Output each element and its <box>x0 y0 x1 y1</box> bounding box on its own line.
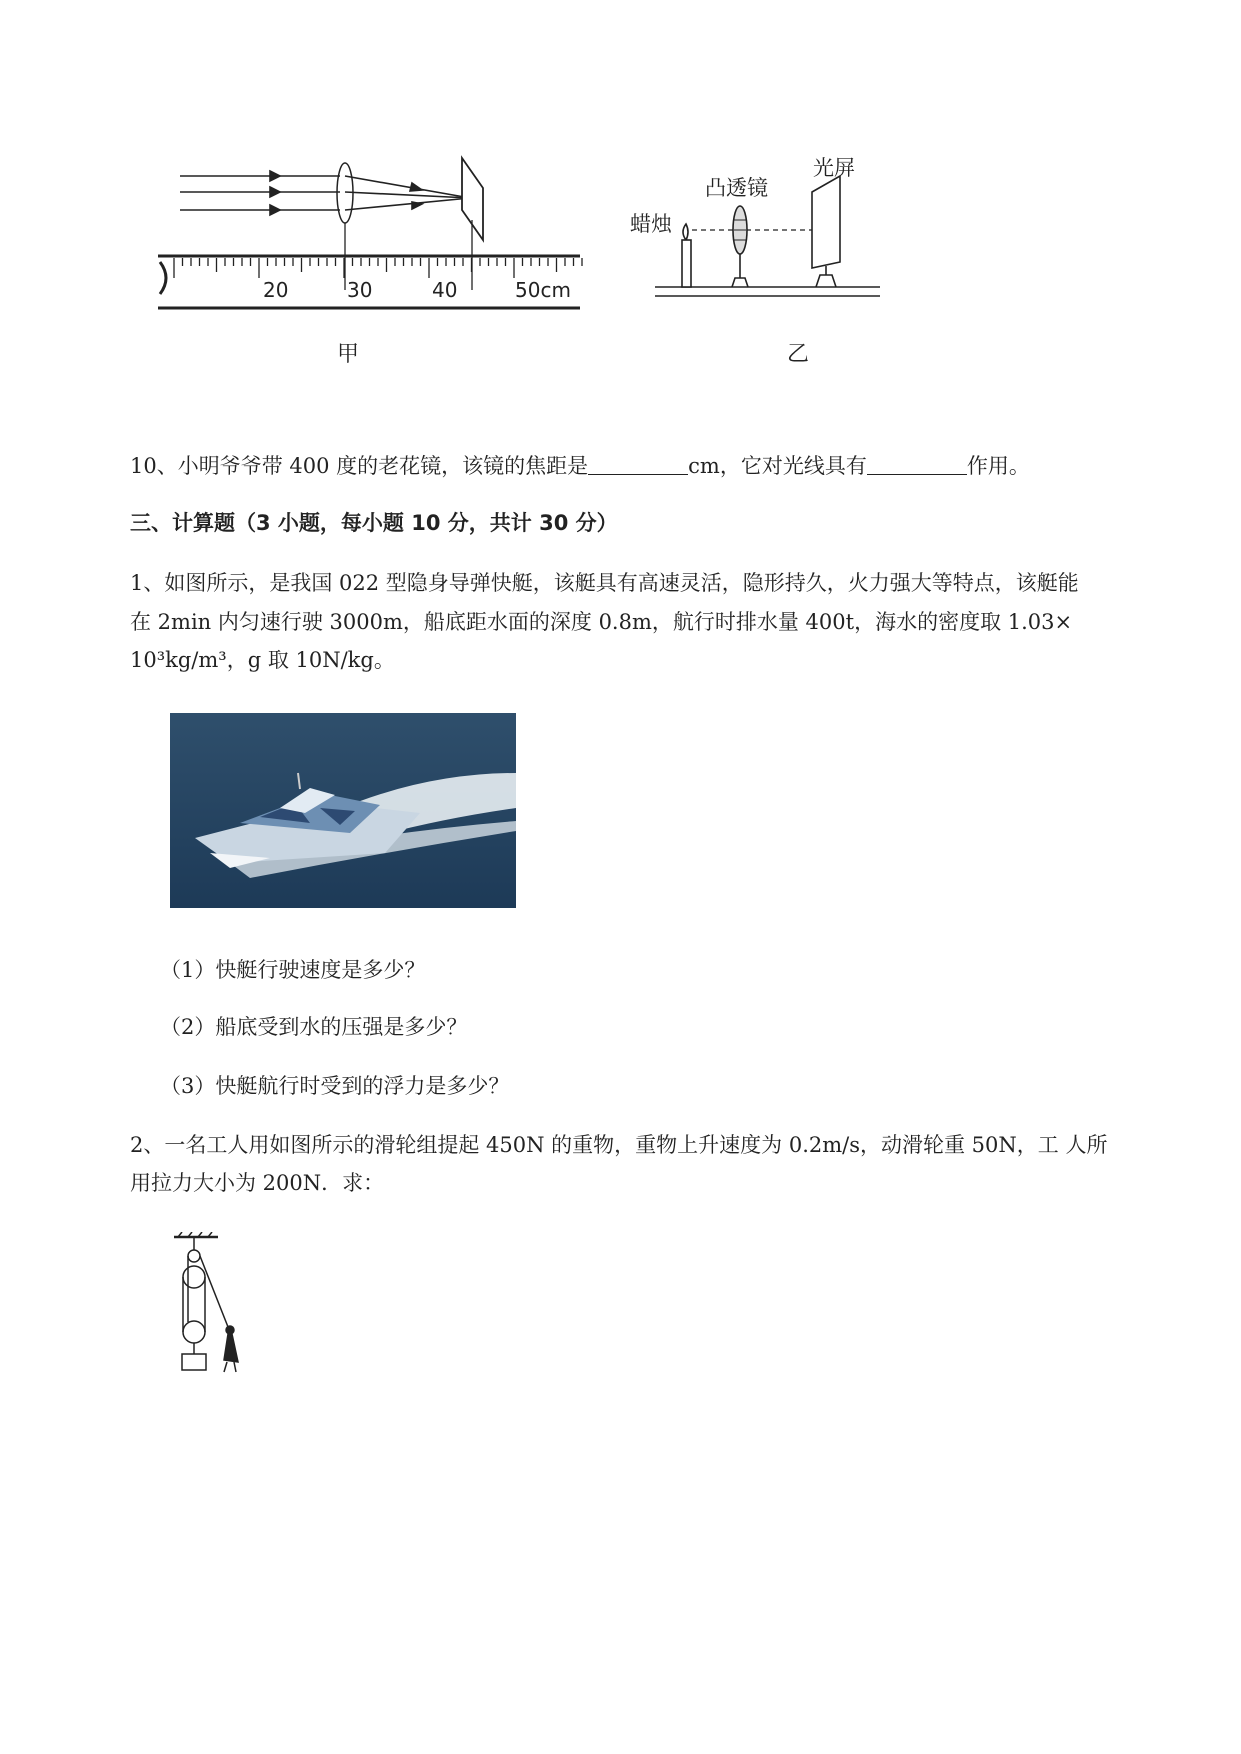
calc-1-line-1: 1、如图所示，是我国 022 型隐身导弹快艇，该艇具有高速灵活，隐形持久，火力强大等特点，该艇能 <box>130 571 1079 595</box>
lens-label: 凸透镜 <box>705 176 768 200</box>
calc-2-line-2: 用拉力大小为 200N．求： <box>130 1171 385 1195</box>
pulley-system-figure <box>172 1232 252 1380</box>
ruler-label-30: 30 <box>347 278 373 302</box>
calc-1-sub-2: （2）船底受到水的压强是多少？ <box>160 1015 468 1039</box>
screen-label: 光屏 <box>813 156 855 180</box>
calc-1-sub-1: （1）快艇行驶速度是多少？ <box>160 958 426 982</box>
figure-yi-caption: 乙 <box>787 342 810 367</box>
figure-jia-caption: 甲 <box>337 342 360 367</box>
missile-boat-photo <box>170 713 516 908</box>
answer-blank-focal-length[interactable] <box>588 452 688 475</box>
answer-blank-effect[interactable] <box>867 452 967 475</box>
question-10-part3: 作用。 <box>966 454 1030 478</box>
candle-label: 蜡烛 <box>630 212 672 236</box>
question-10-part1: 10、小明爷爷带 400 度的老花镜，该镜的焦距是 <box>130 454 589 478</box>
ruler-label-40: 40 <box>432 278 458 302</box>
section-3-heading: 三、计算题（3 小题，每小题 10 分，共计 30 分） <box>130 511 618 535</box>
calc-2-line-1: 2、一名工人用如图所示的滑轮组提起 450N 的重物，重物上升速度为 0.2m/s，动滑轮重 50N，工 人所 <box>130 1133 1108 1157</box>
question-10-part2: cm，它对光线具有 <box>688 454 867 478</box>
calc-1-line-3: 10³kg/m³，g 取 10N/kg。 <box>130 648 395 672</box>
calc-1-sub-3: （3）快艇航行时受到的浮力是多少？ <box>160 1074 510 1098</box>
question-10 <box>130 446 1030 486</box>
ruler-label-50cm: 50cm <box>515 278 571 302</box>
calc-1-line-2: 在 2min 内匀速行驶 3000m，船底距水面的深度 0.8m，航行时排水量 400t，海水的密度取 1.03× <box>130 610 1073 634</box>
ruler-label-20: 20 <box>263 278 289 302</box>
